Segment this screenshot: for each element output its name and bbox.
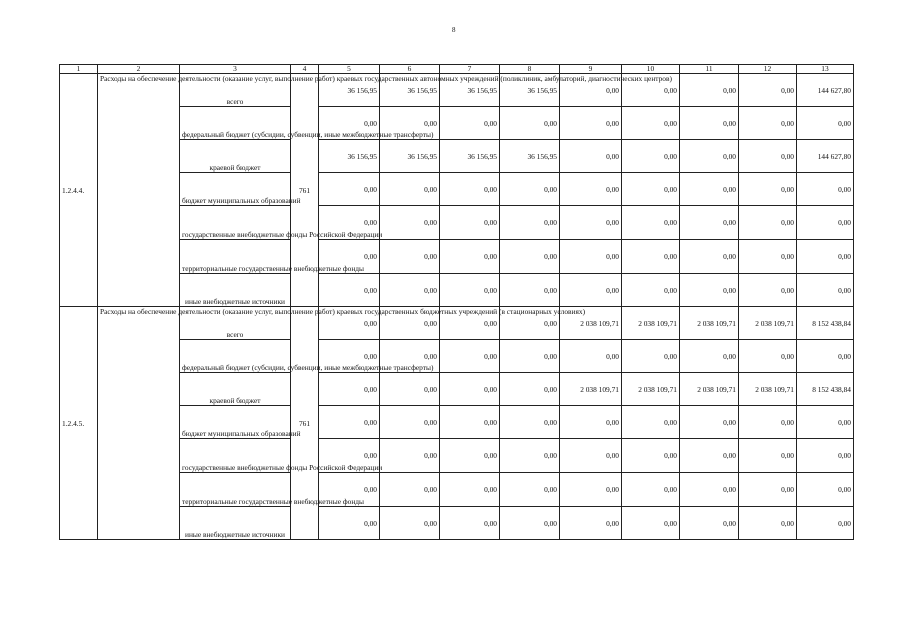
- header-cell: 4: [291, 65, 319, 74]
- header-cell: 8: [500, 65, 560, 74]
- value-cell: 0,00: [500, 507, 560, 540]
- value-cell: 0,00: [739, 340, 797, 373]
- value-cell: 0,00: [622, 439, 680, 473]
- header-cell: 3: [180, 65, 291, 74]
- value-cell: 0,00: [797, 107, 854, 140]
- value-cell: 0,00: [680, 507, 739, 540]
- value-cell: 0,00: [500, 107, 560, 140]
- value-cell: 0,00: [500, 206, 560, 240]
- value-cell: 36 156,95: [440, 140, 500, 173]
- table-row: [60, 373, 854, 406]
- value-cell: 0,00: [380, 206, 440, 240]
- value-cell: 144 627,80: [797, 140, 854, 173]
- value-cell: 0,00: [680, 406, 739, 439]
- value-cell: 0,00: [739, 140, 797, 173]
- value-cell: 0,00: [500, 240, 560, 274]
- item-name: Расходы на обеспечение деятельности (оказание услуг, выполнение работ) краевых государственных бюджетных учреждений (в стационарных условиях): [98, 307, 180, 540]
- value-cell: 0,00: [380, 406, 440, 439]
- value-cell: 0,00: [622, 473, 680, 507]
- value-cell: 0,00: [440, 107, 500, 140]
- value-cell: 0,00: [739, 206, 797, 240]
- value-cell: 0,00: [319, 307, 380, 340]
- table-row: [60, 340, 854, 373]
- value-cell: 0,00: [797, 507, 854, 540]
- header-cell: 12: [739, 65, 797, 74]
- value-cell: 0,00: [319, 274, 380, 307]
- table-row: [60, 206, 854, 240]
- value-cell: 0,00: [380, 173, 440, 206]
- table-row: [60, 274, 854, 307]
- value-cell: 0,00: [319, 240, 380, 274]
- value-cell: 8 152 438,84: [797, 373, 854, 406]
- value-cell: 36 156,95: [500, 74, 560, 107]
- table-row: [60, 507, 854, 540]
- value-cell: 0,00: [797, 173, 854, 206]
- value-cell: 0,00: [560, 473, 622, 507]
- value-cell: 0,00: [797, 206, 854, 240]
- value-cell: 0,00: [622, 240, 680, 274]
- value-cell: 0,00: [739, 240, 797, 274]
- value-cell: 0,00: [680, 107, 739, 140]
- value-cell: 0,00: [622, 107, 680, 140]
- funding-source: всего: [180, 74, 291, 107]
- value-cell: 2 038 109,71: [560, 307, 622, 340]
- value-cell: 36 156,95: [440, 74, 500, 107]
- value-cell: 0,00: [440, 307, 500, 340]
- value-cell: 0,00: [739, 406, 797, 439]
- value-cell: 2 038 109,71: [739, 373, 797, 406]
- value-cell: 0,00: [560, 173, 622, 206]
- value-cell: 36 156,95: [380, 74, 440, 107]
- value-cell: 0,00: [622, 206, 680, 240]
- value-cell: 0,00: [500, 307, 560, 340]
- value-cell: 0,00: [319, 107, 380, 140]
- funding-source: территориальные государственные внебюджетные фонды: [180, 240, 291, 274]
- value-cell: 0,00: [560, 74, 622, 107]
- value-cell: 0,00: [500, 340, 560, 373]
- value-cell: 0,00: [440, 240, 500, 274]
- value-cell: 0,00: [680, 173, 739, 206]
- funding-source: государственные внебюджетные фонды Российской Федерации: [180, 206, 291, 240]
- value-cell: 0,00: [797, 274, 854, 307]
- value-cell: 0,00: [560, 406, 622, 439]
- value-cell: 0,00: [319, 507, 380, 540]
- header-cell: 13: [797, 65, 854, 74]
- value-cell: 0,00: [797, 340, 854, 373]
- header-cell: 9: [560, 65, 622, 74]
- value-cell: 0,00: [680, 206, 739, 240]
- value-cell: 0,00: [680, 140, 739, 173]
- value-cell: 2 038 109,71: [622, 307, 680, 340]
- value-cell: 0,00: [319, 406, 380, 439]
- item-name: Расходы на обеспечение деятельности (оказание услуг, выполнение работ) краевых государственных автономных учреждений (поликлиник, амбулаторий, диагностических центров): [98, 74, 180, 307]
- value-cell: 0,00: [560, 439, 622, 473]
- value-cell: 0,00: [440, 173, 500, 206]
- table-row: [60, 439, 854, 473]
- value-cell: 0,00: [622, 507, 680, 540]
- funding-source: федеральный бюджет (субсидии, субвенции, иные межбюджетные трансферты): [180, 107, 291, 140]
- value-cell: 0,00: [739, 439, 797, 473]
- header-row: [60, 65, 854, 74]
- value-cell: 0,00: [440, 340, 500, 373]
- value-cell: 0,00: [680, 473, 739, 507]
- value-cell: 0,00: [440, 439, 500, 473]
- value-cell: 2 038 109,71: [560, 373, 622, 406]
- header-cell: 5: [319, 65, 380, 74]
- value-cell: 0,00: [440, 406, 500, 439]
- value-cell: 0,00: [797, 473, 854, 507]
- page-number: 8: [452, 26, 456, 34]
- value-cell: 0,00: [739, 473, 797, 507]
- funding-source: бюджет муниципальных образований: [180, 173, 291, 206]
- value-cell: 0,00: [739, 107, 797, 140]
- budget-table: [59, 64, 854, 540]
- grbs-code: 761: [291, 307, 319, 540]
- value-cell: 2 038 109,71: [622, 373, 680, 406]
- value-cell: 0,00: [622, 74, 680, 107]
- value-cell: 0,00: [380, 240, 440, 274]
- value-cell: 0,00: [319, 206, 380, 240]
- value-cell: 0,00: [380, 274, 440, 307]
- value-cell: 0,00: [380, 373, 440, 406]
- header-cell: 11: [680, 65, 739, 74]
- table-row: [60, 107, 854, 140]
- value-cell: 0,00: [500, 373, 560, 406]
- value-cell: 0,00: [380, 473, 440, 507]
- funding-source: краевой бюджет: [180, 140, 291, 173]
- value-cell: 144 627,80: [797, 74, 854, 107]
- value-cell: 0,00: [560, 507, 622, 540]
- value-cell: 0,00: [440, 473, 500, 507]
- value-cell: 0,00: [622, 406, 680, 439]
- value-cell: 2 038 109,71: [739, 307, 797, 340]
- value-cell: 0,00: [319, 373, 380, 406]
- table-row: [60, 473, 854, 507]
- value-cell: 0,00: [380, 107, 440, 140]
- header-cell: 2: [98, 65, 180, 74]
- value-cell: 0,00: [380, 507, 440, 540]
- value-cell: 0,00: [560, 340, 622, 373]
- table-row: [60, 74, 854, 107]
- table-row: [60, 140, 854, 173]
- value-cell: 0,00: [622, 340, 680, 373]
- table-row: [60, 173, 854, 206]
- value-cell: 0,00: [739, 274, 797, 307]
- value-cell: 0,00: [797, 240, 854, 274]
- value-cell: 0,00: [380, 439, 440, 473]
- table-row: [60, 240, 854, 274]
- value-cell: 0,00: [560, 274, 622, 307]
- value-cell: 0,00: [739, 507, 797, 540]
- value-cell: 2 038 109,71: [680, 373, 739, 406]
- value-cell: 0,00: [380, 307, 440, 340]
- funding-source: государственные внебюджетные фонды Российской Федерации: [180, 439, 291, 473]
- value-cell: 2 038 109,71: [680, 307, 739, 340]
- header-cell: 1: [60, 65, 98, 74]
- header-cell: 6: [380, 65, 440, 74]
- value-cell: 36 156,95: [319, 74, 380, 107]
- funding-source: федеральный бюджет (субсидии, субвенции, иные межбюджетные трансферты): [180, 340, 291, 373]
- value-cell: 0,00: [500, 406, 560, 439]
- value-cell: 0,00: [500, 439, 560, 473]
- funding-source: всего: [180, 307, 291, 340]
- value-cell: 0,00: [680, 439, 739, 473]
- value-cell: 8 152 438,84: [797, 307, 854, 340]
- item-code: 1.2.4.4.: [60, 74, 98, 307]
- value-cell: 0,00: [319, 473, 380, 507]
- value-cell: 0,00: [622, 274, 680, 307]
- funding-source: иные внебюджетные источники: [180, 507, 291, 540]
- table-row: [60, 307, 854, 340]
- value-cell: 0,00: [500, 274, 560, 307]
- value-cell: 0,00: [319, 173, 380, 206]
- header-cell: 7: [440, 65, 500, 74]
- value-cell: 0,00: [680, 240, 739, 274]
- value-cell: 0,00: [440, 373, 500, 406]
- value-cell: 0,00: [440, 507, 500, 540]
- value-cell: 0,00: [319, 439, 380, 473]
- value-cell: 0,00: [739, 173, 797, 206]
- value-cell: 0,00: [797, 439, 854, 473]
- value-cell: 0,00: [739, 74, 797, 107]
- value-cell: 0,00: [500, 473, 560, 507]
- value-cell: 0,00: [622, 173, 680, 206]
- item-code: 1.2.4.5.: [60, 307, 98, 540]
- value-cell: 36 156,95: [319, 140, 380, 173]
- value-cell: 0,00: [797, 406, 854, 439]
- grbs-code: 761: [291, 74, 319, 307]
- value-cell: 0,00: [440, 274, 500, 307]
- funding-source: краевой бюджет: [180, 373, 291, 406]
- value-cell: 0,00: [380, 340, 440, 373]
- table-body: [60, 65, 854, 540]
- funding-source: территориальные государственные внебюджетные фонды: [180, 473, 291, 507]
- funding-source: бюджет муниципальных образований: [180, 406, 291, 439]
- value-cell: 0,00: [560, 206, 622, 240]
- value-cell: 0,00: [680, 340, 739, 373]
- value-cell: 36 156,95: [500, 140, 560, 173]
- value-cell: 0,00: [500, 173, 560, 206]
- value-cell: 0,00: [560, 140, 622, 173]
- value-cell: 36 156,95: [380, 140, 440, 173]
- funding-source: иные внебюджетные источники: [180, 274, 291, 307]
- value-cell: 0,00: [622, 140, 680, 173]
- header-cell: 10: [622, 65, 680, 74]
- value-cell: 0,00: [560, 240, 622, 274]
- value-cell: 0,00: [680, 274, 739, 307]
- value-cell: 0,00: [440, 206, 500, 240]
- value-cell: 0,00: [680, 74, 739, 107]
- table-row: [60, 406, 854, 439]
- value-cell: 0,00: [319, 340, 380, 373]
- value-cell: 0,00: [560, 107, 622, 140]
